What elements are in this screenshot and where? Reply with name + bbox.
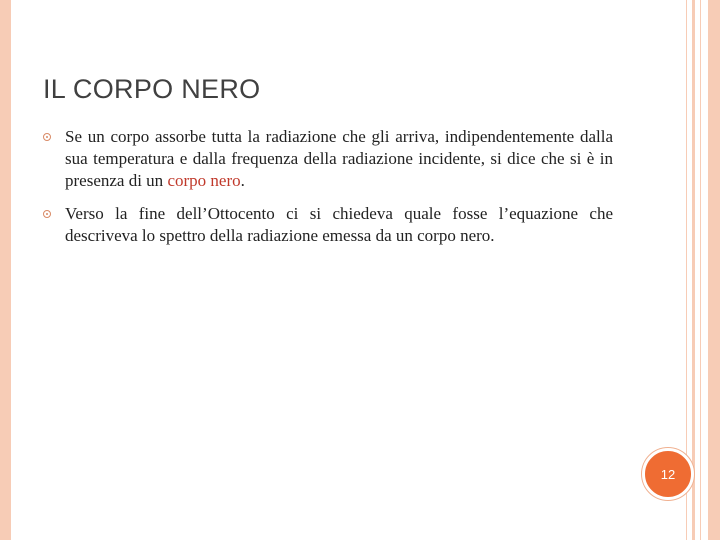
right-border-line (708, 0, 720, 540)
highlighted-term: corpo nero (167, 171, 241, 190)
page-number-badge: 12 (642, 448, 694, 500)
circle-bullet-icon (43, 210, 51, 218)
slide-title: IL CORPO NERO (43, 74, 261, 104)
bullet-item (43, 126, 613, 192)
circle-bullet-icon (43, 133, 51, 141)
bullet-text-end: . (240, 171, 245, 190)
right-border-line (700, 0, 701, 540)
left-border-decoration (0, 0, 11, 540)
right-border-line (692, 0, 695, 540)
bullet-text: Verso la fine dell’Ottocento ci si chiedeva quale fosse l’equazione che descriveva lo spettro della radiazione emessa da un corpo nero. (65, 204, 613, 245)
bullet-list (43, 126, 613, 258)
right-border-decoration (686, 0, 720, 540)
bullet-text: Se un corpo assorbe tutta la radiazione che gli arriva, indipendentemente dalla sua temperatura e dalla frequenza della radiazione incidente, si dice che si è in presenza di un (65, 127, 613, 190)
bullet-item (43, 203, 613, 247)
